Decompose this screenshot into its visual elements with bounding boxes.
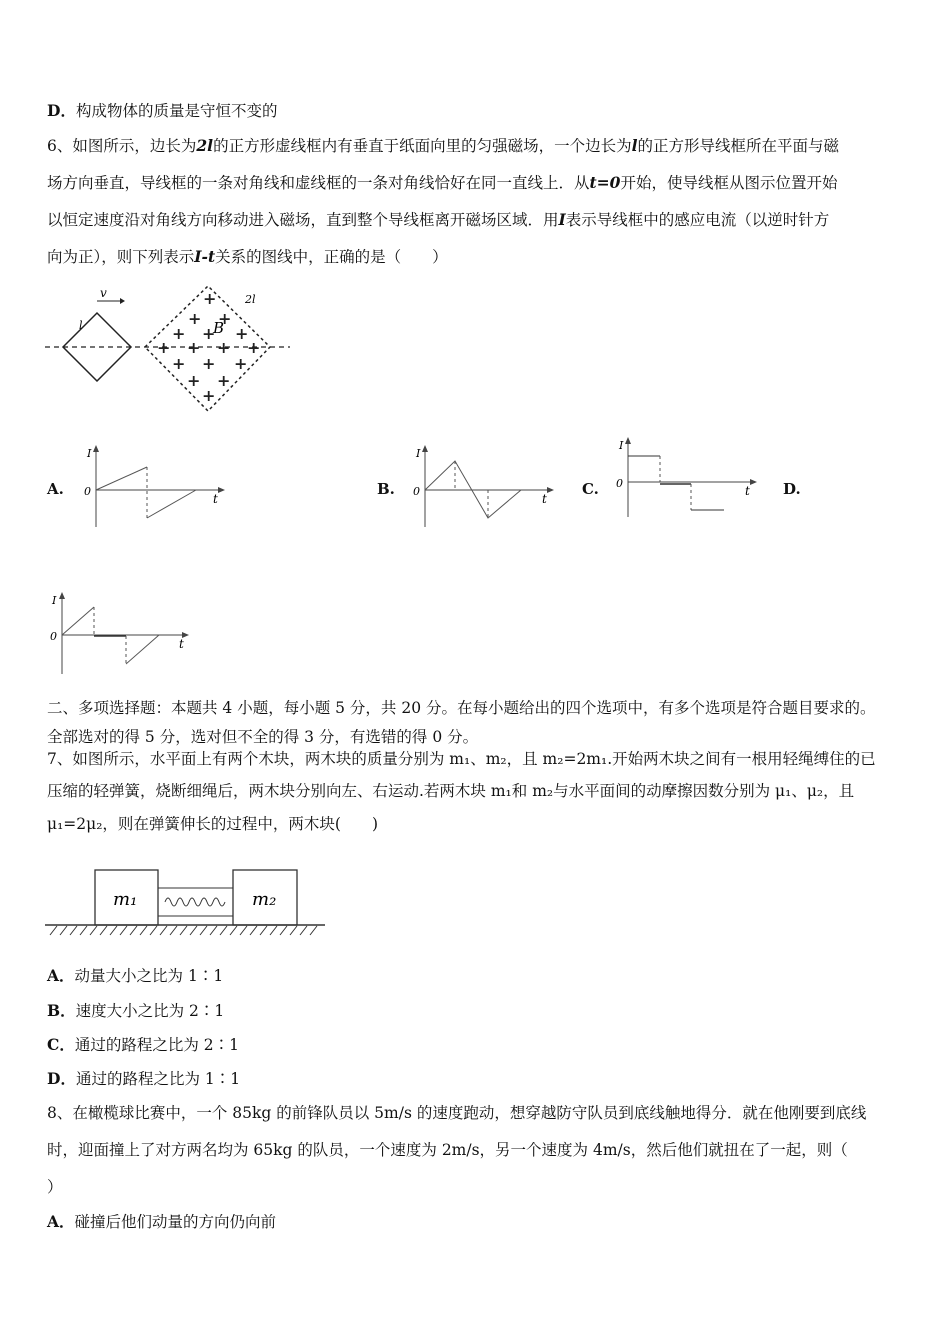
var: l	[631, 136, 638, 155]
y-axis-label: I	[619, 439, 624, 452]
text: 开始，使导线框从图示位置开始	[620, 174, 838, 192]
option-text: 碰撞后他们动量的方向仍向前	[74, 1213, 277, 1231]
block-m1-label: m₁	[113, 889, 138, 910]
q6-line-3	[47, 210, 829, 230]
text: 关系的图线中，正确的是（ ）	[215, 248, 448, 266]
q8-option-a[interactable]	[47, 1212, 276, 1232]
graph-b	[407, 445, 557, 530]
field-size-label: 2l	[245, 293, 256, 306]
field-label: B	[213, 319, 225, 337]
svg-text:+: +	[172, 324, 186, 343]
y-axis-label: I	[87, 447, 92, 460]
svg-text:+: +	[218, 309, 232, 328]
option-letter: A．	[47, 1212, 75, 1231]
text: 的正方形导线框所在平面与磁	[637, 137, 839, 155]
q8-line-3: ）	[47, 1178, 63, 1196]
y-axis-label: I	[52, 594, 57, 607]
section-heading: 二、多项选择题：本题共 4 小题，每小题 5 分，共 20 分。在每小题给出的四个选项中，有多个选项是符合题目要求的。	[47, 699, 876, 717]
text: 向为正），则下列表示	[47, 248, 195, 266]
var: I-t	[194, 247, 216, 266]
text: 表示导线框中的感应电流（以逆时针方	[565, 211, 830, 229]
origin-label: 0	[84, 485, 91, 498]
q7-line-2: 压缩的轻弹簧，烧断细绳后，两木块分别向左、右运动.若两木块 m₁和 m₂与水平面间的动摩擦因数分别为 μ₁、μ₂，且	[47, 782, 855, 800]
q7-option-b[interactable]	[47, 1001, 224, 1021]
option-text: 动量大小之比为 1∶1	[74, 967, 224, 985]
section-heading-cont: 全部选对的得 5 分，选对但不全的得 3 分，有选错的得 0 分。	[47, 728, 479, 746]
x-axis-label: t	[213, 492, 218, 506]
field-diagram	[45, 283, 295, 418]
q8-line-1: 8、在橄榄球比赛中，一个 85kg 的前锋队员以 5m/s 的速度跑动，想穿越防守队员到底线触地得分．就在他刚要到底线	[47, 1104, 867, 1122]
velocity-label: v	[100, 286, 107, 300]
block-m2-label: m₂	[252, 889, 277, 910]
origin-label: 0	[413, 485, 420, 498]
svg-text:+: +	[202, 324, 216, 343]
graph-c	[610, 437, 760, 522]
x-axis-label: t	[542, 492, 547, 506]
option-c-label[interactable]: C.	[582, 480, 599, 498]
option-a-label[interactable]: A.	[47, 480, 64, 498]
option-letter: D．	[47, 101, 76, 120]
text: 以恒定速度沿对角线方向移动进入磁场，直到整个导线框离开磁场区域．用	[47, 211, 559, 229]
q7-option-c[interactable]	[47, 1035, 239, 1055]
q8-line-2: 时，迎面撞上了对方两名均为 65kg 的队员，一个速度为 2m/s，另一个速度为 4m/s，然后他们就扭在了一起，则（	[47, 1141, 848, 1159]
origin-label: 0	[616, 477, 623, 490]
q5-option-d	[47, 101, 277, 121]
svg-text:+: +	[217, 338, 231, 357]
option-text: 通过的路程之比为 2∶1	[74, 1036, 239, 1054]
var: I	[558, 210, 566, 229]
option-letter: D．	[47, 1069, 76, 1088]
x-axis-label: t	[179, 637, 184, 651]
option-d-label[interactable]: D.	[783, 480, 801, 498]
svg-text:+: +	[202, 386, 216, 405]
svg-text:+: +	[172, 354, 186, 373]
var: t=0	[589, 173, 621, 192]
graph-d	[47, 592, 197, 677]
x-axis-label: t	[745, 484, 750, 498]
svg-text:+: +	[247, 338, 261, 357]
option-letter: B．	[47, 1001, 76, 1020]
side-length-label: l	[79, 319, 83, 332]
option-b-label[interactable]: B.	[377, 480, 395, 498]
text: 场方向垂直，导线框的一条对角线和虚线框的一条对角线恰好在同一直线上．从	[47, 174, 590, 192]
var: 2l	[196, 136, 214, 155]
svg-text:+: +	[157, 338, 171, 357]
origin-label: 0	[50, 630, 57, 643]
svg-text:+: +	[202, 354, 216, 373]
q7-option-d[interactable]	[47, 1069, 240, 1089]
option-text: 速度大小之比为 2∶1	[75, 1002, 225, 1020]
option-text: 通过的路程之比为 1∶1	[75, 1070, 241, 1088]
option-text: 构成物体的质量是守恒不变的	[75, 102, 278, 120]
svg-text:+: +	[187, 371, 201, 390]
q7-line-1: 7、如图所示，水平面上有两个木块，两木块的质量分别为 m₁、m₂，且 m₂=2m₁.开始两木块之间有一根用轻绳缚住的已	[47, 750, 876, 768]
y-axis-label: I	[416, 447, 421, 460]
q6-line-4	[47, 247, 448, 267]
q7-option-a[interactable]	[47, 966, 223, 986]
svg-text:+: +	[203, 289, 217, 308]
option-letter: C．	[47, 1035, 75, 1054]
svg-text:+: +	[234, 354, 248, 373]
q7-line-3: μ₁=2μ₂，则在弹簧伸长的过程中，两木块( )	[47, 815, 379, 833]
text: 的正方形虚线框内有垂直于纸面向里的匀强磁场，一个边长为	[213, 137, 632, 155]
spring-diagram	[45, 860, 330, 940]
q6-line-2	[47, 173, 837, 193]
text: 6、如图所示，边长为	[47, 137, 197, 155]
graph-a	[78, 445, 228, 530]
q6-line-1	[47, 136, 839, 156]
svg-text:+: +	[217, 371, 231, 390]
svg-text:+: +	[187, 338, 201, 357]
option-letter: A．	[47, 966, 75, 985]
svg-text:+: +	[235, 324, 249, 343]
svg-text:+: +	[188, 309, 202, 328]
